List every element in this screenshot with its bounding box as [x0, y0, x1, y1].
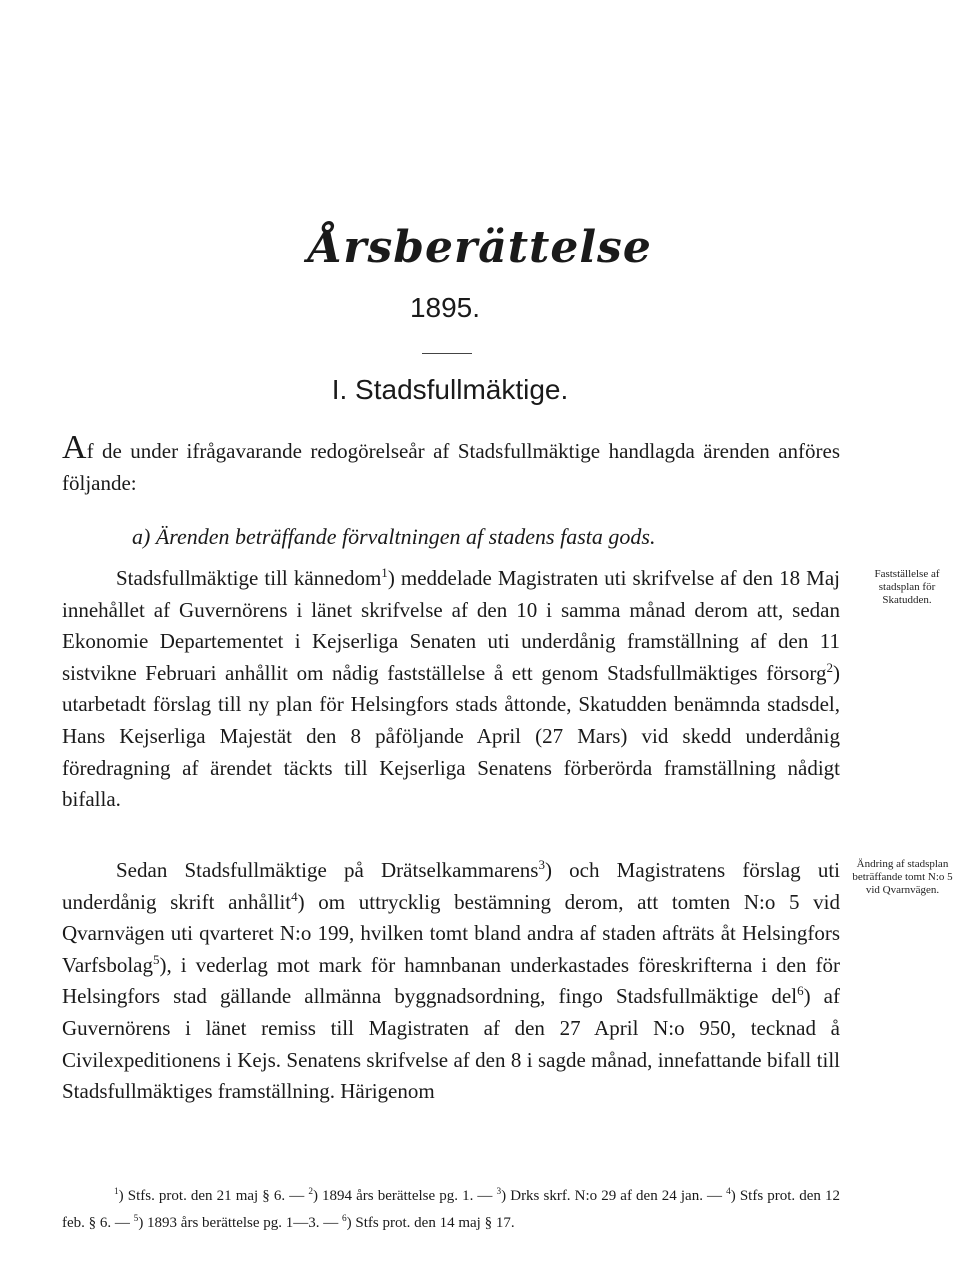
footnote-ref: 1: [381, 565, 388, 580]
paragraph-text: ) utarbetadt förslag till ny plan för Helsingfors stads åttonde, Skatudden benämnda stadsdel, Hans Kejserliga Majestät den 8 påföljande April (27 Mars) vid skedd underdånig föredragning af ärendet täckts till Kejserliga Senatens förberörda framställning nådigt bifalla.: [62, 660, 840, 812]
paragraph-text: ) om uttrycklig bestämning derom, att tomten N:o 5 vid Qvarnvägen uti qvarteret N:o 199, hvilken tomt bland andra af staden afträts åt Helsingfors Varfsbolag: [62, 889, 841, 977]
margin-note-skatudden: Fastställelse af stadsplan för Skatudden.: [874, 568, 940, 606]
footnote-marker: 5: [133, 1214, 139, 1224]
title-divider: [422, 353, 472, 354]
footnote-marker: 6: [342, 1214, 347, 1224]
paragraph-text: ) och Magistratens förslag uti underdånig skrift anhållit: [62, 858, 840, 914]
drop-cap: A: [62, 429, 87, 466]
paragraph-skatudden: [62, 563, 840, 816]
page-title: Årsberättelse: [308, 222, 652, 273]
paragraph-text: Stadsfullmäktige till kännedom: [116, 566, 382, 590]
footnote-text: ) Stfs. prot. den 21 maj § 6. —: [118, 1188, 309, 1204]
footnote-ref: 2: [826, 659, 833, 675]
paragraph-text: ), i vederlag mot mark för hamnbanan underkastades föreskrifterna i den för Helsingfors stad gällande allmänna byggnadsordning, fingo Stadsfullmäktige del: [62, 952, 840, 1009]
footnote-ref: 4: [291, 888, 298, 904]
intro-text: f de under ifrågavarande redogörelseår af Stadsfullmäktige handlagda ärenden anföres följande:: [62, 439, 840, 495]
footnotes: [62, 1183, 840, 1237]
footnote-marker: 4: [726, 1187, 731, 1197]
intro-paragraph: [62, 429, 840, 499]
paragraph-text: ) af Guvernörens i länet remiss till Magistraten af den 27 April N:o 950, tecknad å Civilexpeditionens i Kejs. Senatens skrifvelse af den 8 i sagde månad, innefattande bifall till Stadsfullmäktiges framställning. Härigenom: [62, 984, 840, 1104]
section-heading: I. Stadsfullmäktige.: [331, 374, 569, 405]
paragraph-qvarnvagen: [62, 855, 840, 1108]
footnote-text: ) 1894 års berättelse pg. 1. —: [312, 1188, 497, 1204]
footnote-text: ) Stfs prot. den 14 maj § 17.: [346, 1215, 515, 1231]
footnote-marker: 3: [496, 1187, 502, 1197]
footnote-marker: 1: [114, 1187, 119, 1197]
footnote-text: ) Drks skrf. N:o 29 af den 24 jan. —: [501, 1188, 727, 1204]
footnote-ref: 3: [538, 857, 545, 872]
report-year: 1895.: [409, 292, 481, 323]
paragraph-text: Sedan Stadsfullmäktige på Drätselkammarens: [116, 858, 539, 882]
paragraph-text: ) meddelade Magistraten uti skrifvelse af den 18 Maj innehållet af Guvernörens i länet skrifvelse af den 10 i samma månad derom att, sedan Ekonomie Departementet i Kejserliga Senaten uti underdånig framställning af den 11 sistvikne Februari anhållit om nådig fastställelse å ett genom Stadsfullmäktiges försorg: [62, 566, 840, 685]
footnote-ref: 5: [152, 951, 160, 967]
margin-note-qvarnvagen: Ändring af stadsplan beträffande tomt N:o 5 vid Qvarnvägen.: [852, 858, 953, 896]
footnote-text: ) Stfs prot. den 12 feb. § 6. —: [62, 1188, 841, 1231]
footnote-text: ) 1893 års berättelse pg. 1—3. —: [138, 1215, 343, 1231]
footnote-ref: 6: [797, 983, 804, 999]
footnote-marker: 2: [308, 1187, 313, 1197]
subsection-heading: a) Ärenden beträffande förvaltningen af stadens fasta gods.: [132, 524, 656, 549]
